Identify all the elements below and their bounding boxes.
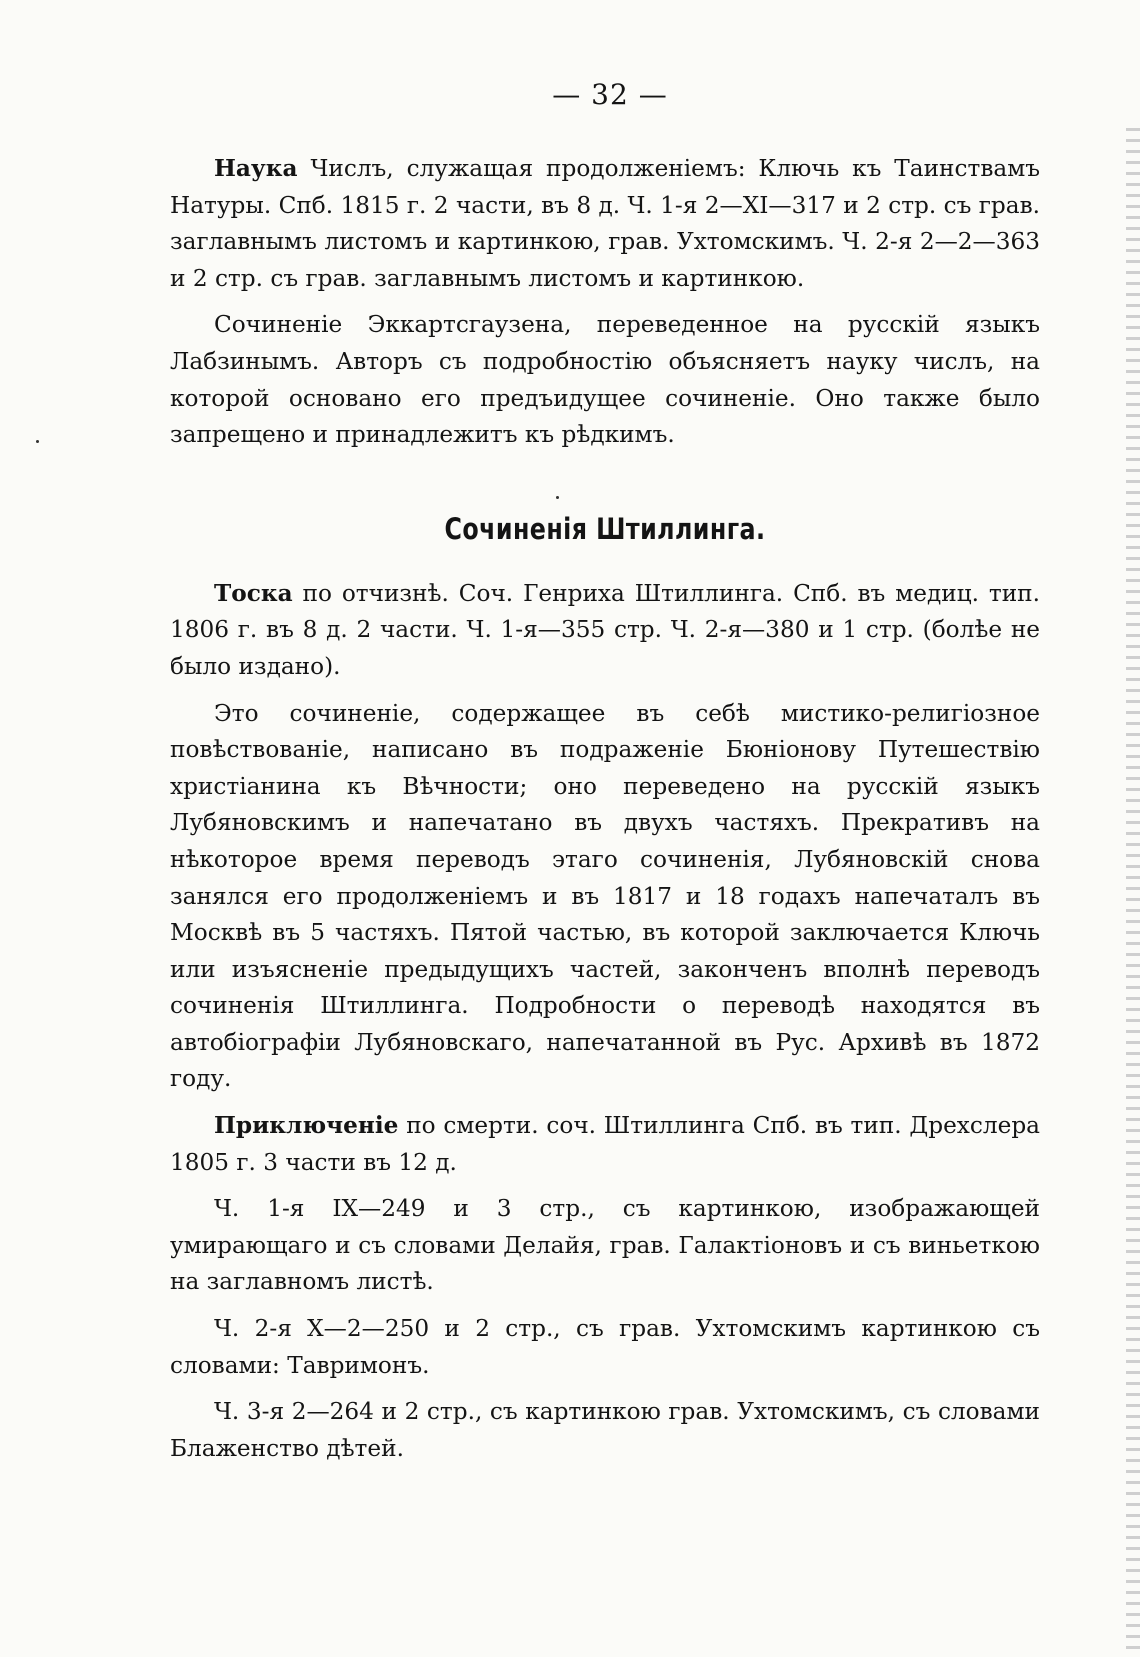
paragraph	[170, 307, 1040, 453]
paragraph	[170, 1191, 1040, 1301]
paragraph-text: Ч. 1-я IX—249 и 3 стр., съ картинкою, изображающей умирающаго и съ словами Делайя, грав. Галактіоновъ и съ виньеткою на заглавномъ листѣ.	[170, 1195, 1040, 1296]
entry-text: по отчизнѣ. Соч. Генриха Штиллинга. Спб. въ медиц. тип. 1806 г. въ 8 д. 2 части. Ч. 1-я—355 стр. Ч. 2-я—380 и 1 стр. (болѣе не было издано).	[170, 579, 1040, 680]
paragraph	[170, 1108, 1040, 1181]
page	[170, 78, 1040, 1477]
paragraph-text: Ч. 3-я 2—264 и 2 стр., съ картинкою грав. Ухтомскимъ, съ словами Блаженство дѣтей.	[170, 1398, 1040, 1462]
page-number: — 32 —	[552, 78, 668, 111]
section-title: Сочиненія Штиллинга.	[444, 511, 766, 546]
entry-keyword: Тоска	[214, 579, 293, 607]
entry-keyword: Приключеніе	[214, 1112, 399, 1140]
paragraph-text: Сочиненіе Эккартсгаузена, переведенное на русскій языкъ Лабзинымъ. Авторъ съ подробностію объясняетъ науку числъ, на которой основано его предъидущее сочиненіе. Оно также было запрещено и принадлежитъ къ рѣдкимъ.	[170, 311, 1040, 449]
entry-text: по смерти. соч. Штиллинга Спб. въ тип. Дрехслера 1805 г. 3 части въ 12 д.	[170, 1112, 1040, 1176]
paragraph	[170, 1311, 1040, 1384]
entry-keyword: Наука	[214, 155, 298, 182]
paragraph-text: Это сочиненіе, содержащее въ себѣ мистико-религіозное повѣствованіе, написано въ подраженіе Бюніонову Путешествію христіанина къ Вѣчности; оно переведено на русскій языкъ Лубяновскимъ и напечатано въ двухъ частяхъ. Прекративъ на нѣкоторое время переводъ этаго сочиненія, Лубяновскій снова занялся его продолженіемъ и въ 1817 и 18 годахъ напечаталъ въ Москвѣ въ 5 частяхъ. Пятой частью, въ которой заключается Ключь или изъясненіе предыдущихъ частей, законченъ вполнѣ переводъ сочиненія Штиллинга. Подробности о переводѣ находятся въ автобіографіи Лубяновскаго, напечатанной въ Рус. Архивѣ въ 1872 году.	[170, 699, 1040, 1093]
ink-speck	[36, 440, 39, 443]
paragraph	[170, 696, 1040, 1099]
paragraph	[170, 1394, 1040, 1467]
entry-text: Числъ, служащая продолженіемъ: Ключь къ Таинствамъ Натуры. Спб. 1815 г. 2 части, въ 8 д. Ч. 1-я 2—XI—317 и 2 стр. съ грав. заглавнымъ листомъ и картинкою, грав. Ухтомскимъ. Ч. 2-я 2—2—363 и 2 стр. съ грав. заглавнымъ листомъ и картинкою.	[170, 155, 1040, 292]
paragraph	[170, 151, 1040, 297]
paragraph-text: Ч. 2-я X—2—250 и 2 стр., съ грав. Ухтомскимъ картинкою съ словами: Тавримонъ.	[170, 1315, 1040, 1379]
page-edge-shadow	[1126, 120, 1140, 1650]
paragraph	[170, 576, 1040, 686]
